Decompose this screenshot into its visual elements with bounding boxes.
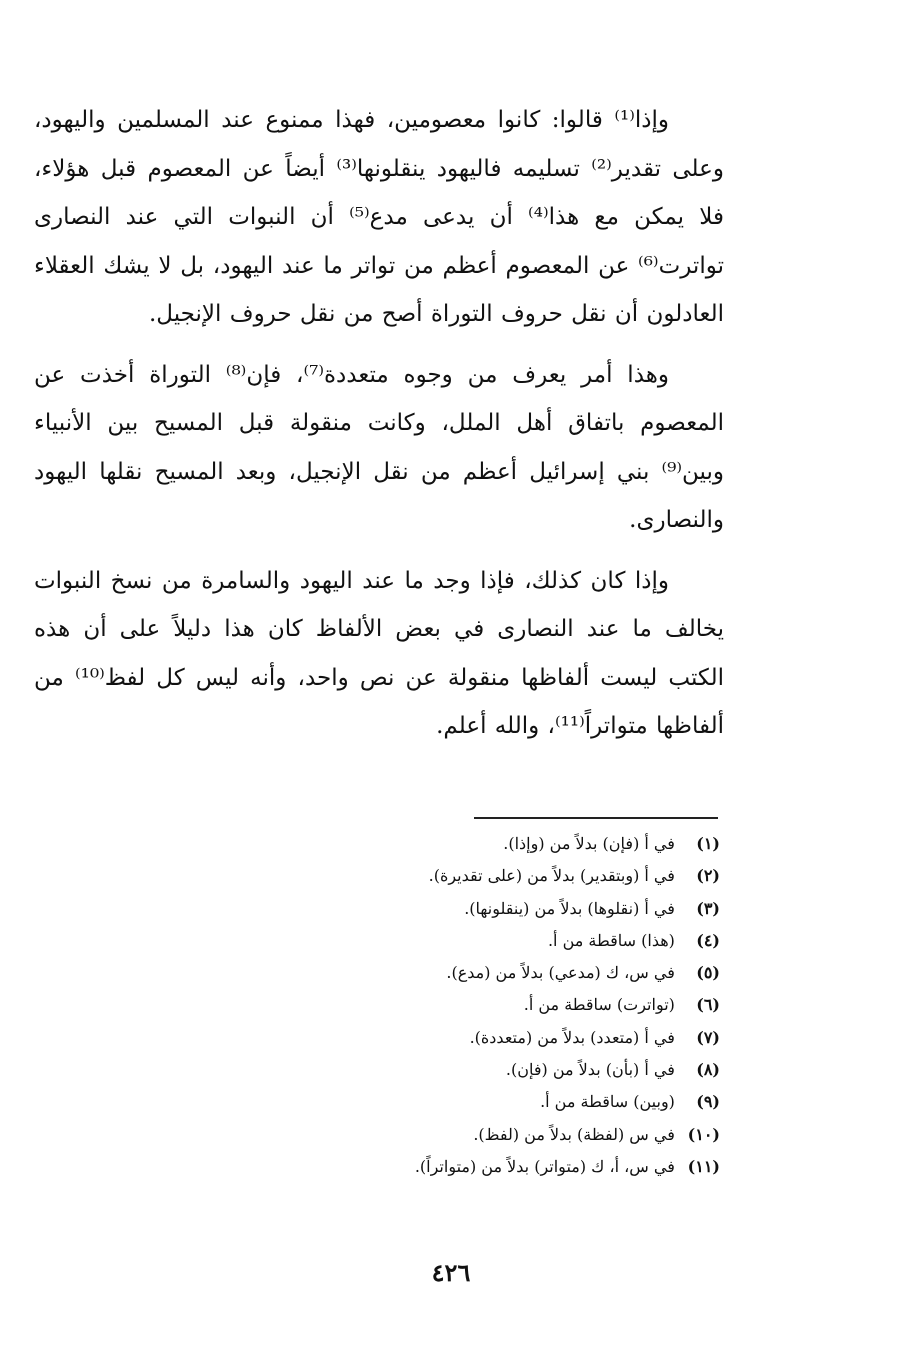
- footnote: [250, 957, 720, 989]
- footnote-text: في أ (نقلوها) بدلاً من (ينقلونها).: [464, 898, 675, 918]
- footnote-number: (٩): [696, 1092, 720, 1112]
- footnote-text: في س، ك (مدعي) بدلاً من (مدع).: [446, 963, 675, 983]
- footnote: [250, 1054, 720, 1086]
- main-text: [34, 96, 724, 751]
- footnote-number: (١١): [687, 1156, 720, 1176]
- page-number: ٤٢٦: [431, 1258, 471, 1287]
- footnote: [250, 893, 720, 925]
- footnote-number: (١٠): [687, 1124, 720, 1144]
- footnote: [250, 989, 720, 1021]
- paragraph: وإذا كان كذلك، فإذا وجد ما عند اليهود والسامرة من نسخ النبوات يخالف ما عند النصارى في بعض الألفاظ كان هذا دليلاً على أن هذه الكتب ليست ألفاظها منقولة عن نص واحد، وأنه ليس كل لفظ⁽¹⁰⁾ من ألفاظها متواتراً⁽¹¹⁾، والله أعلم.: [34, 567, 725, 739]
- footnote-text: في س، أ، ك (متواتر) بدلاً من (متواتراً).: [414, 1156, 675, 1176]
- footnote-text: (تواترت) ساقطة من أ.: [523, 995, 675, 1015]
- paragraph: وهذا أمر يعرف من وجوه متعددة⁽⁷⁾، فإن⁽⁸⁾ التوراة أخذت عن المعصوم باتفاق أهل الملل، وكانت منقولة قبل المسيح بين الأنبياء وبين⁽⁹⁾ بني إسرائيل أعظم من نقل الإنجيل، وبعد المسيح نقلها اليهود والنصارى.: [34, 361, 724, 533]
- footnote-number: (٣): [696, 898, 720, 918]
- footnote-text: في س (لفظة) بدلاً من (لفظ).: [473, 1124, 675, 1144]
- footnote-number: (٥): [696, 963, 720, 983]
- footnote-text: في أ (فإن) بدلاً من (وإذا).: [503, 834, 675, 853]
- footnote-text: (هذا) ساقطة من أ.: [547, 930, 675, 950]
- footnote: [250, 1119, 720, 1151]
- footnote: [250, 860, 720, 892]
- footnote-text: (وبين) ساقطة من أ.: [540, 1092, 675, 1112]
- footnote-divider: [474, 817, 718, 819]
- footnote: [250, 1086, 720, 1118]
- footnotes-list: [250, 828, 720, 1183]
- footnote-number: (٧): [696, 1027, 720, 1047]
- footnote-number: (٤): [696, 930, 720, 950]
- footnote-text: في أ (وبتقدير) بدلاً من (على تقديرة).: [428, 866, 675, 886]
- footnote: [250, 925, 720, 957]
- footnote: [250, 828, 720, 860]
- footnote-number: (١): [696, 834, 720, 853]
- footnote: [250, 1151, 720, 1183]
- footnote-number: (٦): [696, 995, 720, 1015]
- footnote-number: (٢): [696, 866, 720, 886]
- footnote-text: في أ (بأن) بدلاً من (فإن).: [505, 1060, 675, 1080]
- footnote-number: (٨): [696, 1060, 720, 1080]
- paragraph: وإذا⁽¹⁾ قالوا: كانوا معصومين، فهذا ممنوع عند المسلمين واليهود، وعلى تقدير⁽²⁾ تسليمه فاليهود ينقلونها⁽³⁾ أيضاً عن المعصوم قبل هؤلاء، فلا يمكن مع هذا⁽⁴⁾ أن يدعى مدع⁽⁵⁾ أن النبوات التي عند النصارى تواترت⁽⁶⁾ عن المعصوم أعظم من تواتر ما عند اليهود، بل لا يشك العقلاء العادلون أن نقل حروف التوراة أصح من نقل حروف الإنجيل.: [34, 107, 724, 327]
- footnote: [250, 1022, 720, 1054]
- footnote-text: في أ (متعدد) بدلاً من (متعددة).: [469, 1027, 675, 1047]
